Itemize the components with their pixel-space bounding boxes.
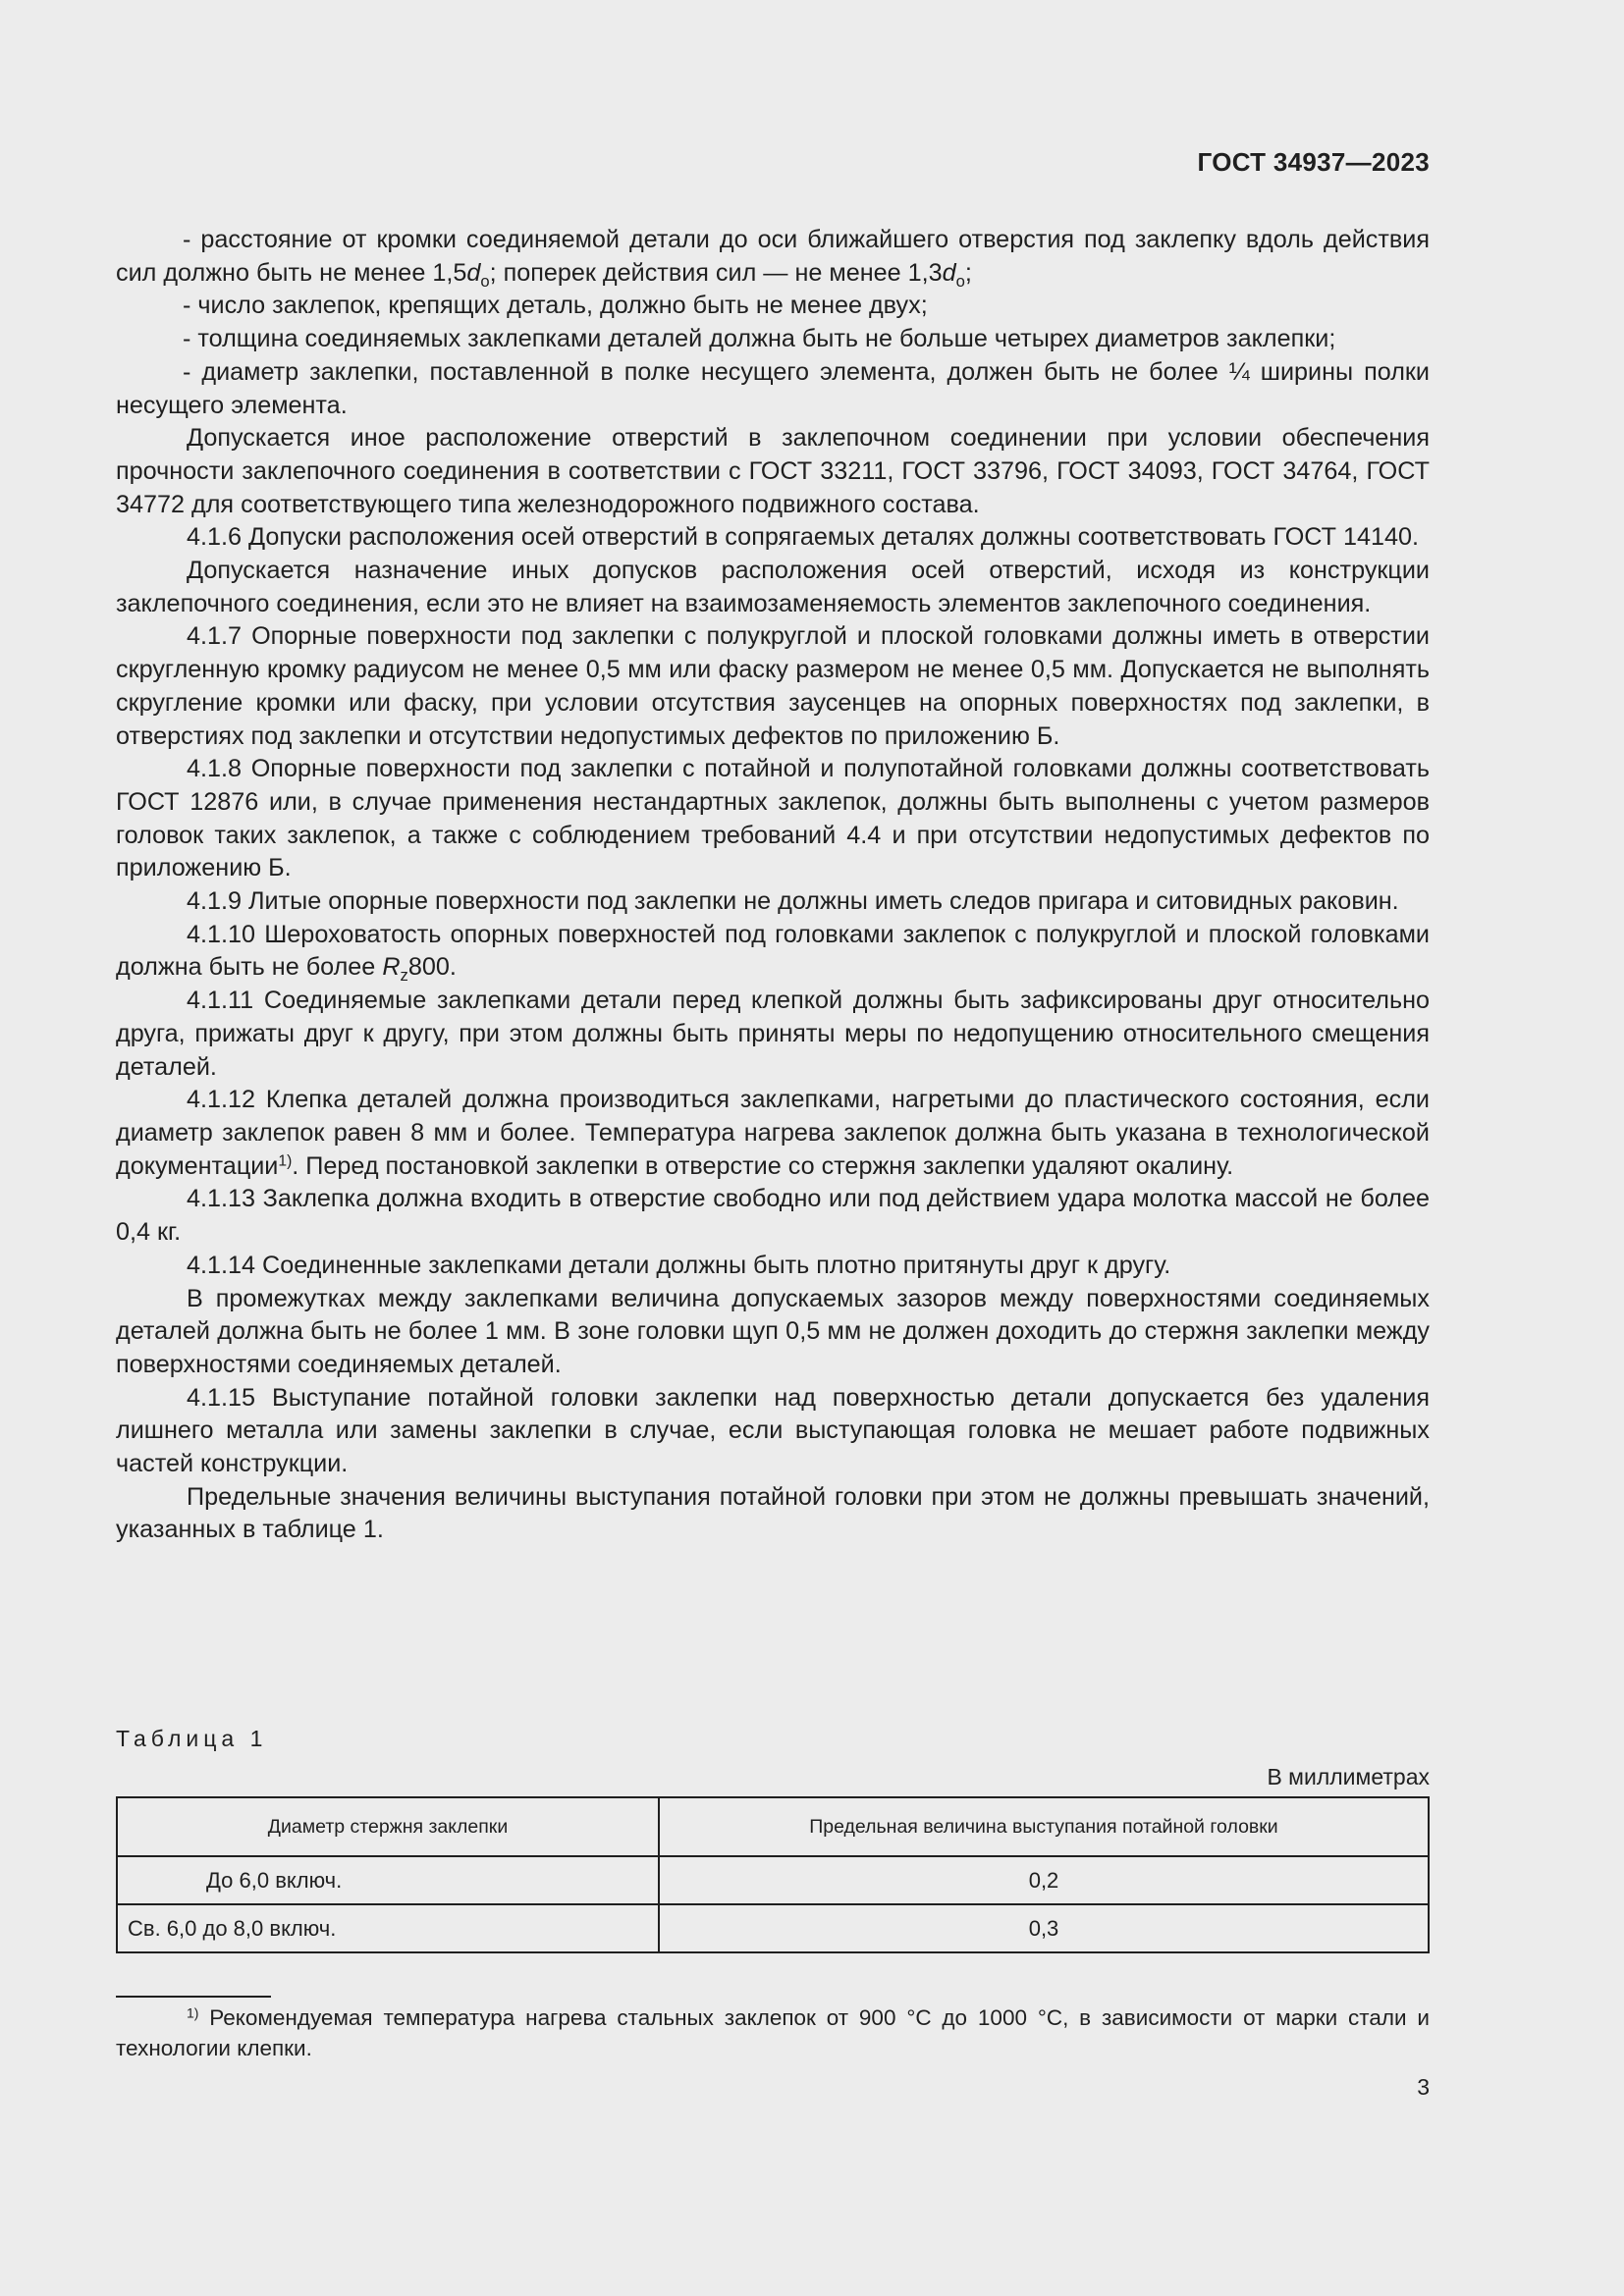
table-caption: Таблица 1 [116,1726,268,1751]
rivet-head-table [116,1796,1430,1953]
list-item-edge-distance: - расстояние от кромки соединяемой детали до оси ближайшего отверстия под заклепку вдоль действия сил должно быть не менее $1,5d_o$; поперек действия сил — не менее $1,3d_o$; [116,226,1430,291]
body-text [116,224,1430,1547]
paragraph-4-1-14: 4.1.14 Соединенные заклепками детали должны быть плотно притянуты друг к другу. [187,1251,1171,1279]
table-header-row [117,1797,1429,1856]
document-header: ГОСТ 34937—2023 [1197,147,1430,177]
footnote-mark: 1) [187,2004,199,2021]
paragraph-4-1-7: 4.1.7 Опорные поверхности под заклепки с полукруглой и плоской головками должны иметь в отверстии скругленную кромку радиусом не менее 0,5 мм или фаску размером не менее 0,5 мм. Допускается не выполнять скругление кромки или фаску, при условии отсутствия заусенцев на опорных поверхностях под заклепки, в отверстиях под заклепки и отсутствии недопустимых дефектов по приложению Б. [116,622,1430,750]
footnote-divider [116,1996,271,1998]
table-cell: Св. 6,0 до 8,0 включ. [117,1904,659,1952]
table-cell: 0,2 [659,1856,1429,1904]
table-header-protrusion: Предельная величина выступания потайной головки [659,1797,1429,1856]
table-units: В миллиметрах [1267,1764,1430,1789]
paragraph-4-1-12: 4.1.12 Клепка деталей должна производиться заклепками, нагретыми до пластического состояния, если диаметр заклепок равен 8 мм и более. Температура нагрева заклепок должна быть указана в технологической документации$^{1)}$. Перед постановкой заклепки в отверстие со стержня заклепки удаляют окалину. [116,1086,1430,1180]
footnote: $^{1)}$ Рекомендуемая температура нагрева стальных заклепок от 900 °С до 1000 °С, в зависимости от марки стали и технологии клепки. [116,2004,1430,2060]
paragraph-4-1-13: 4.1.13 Заклепка должна входить в отверстие свободно или под действием удара молотка массой не более 0,4 кг. [116,1185,1430,1247]
paragraph-other-arrangement: Допускается иное расположение отверстий в заклепочном соединении при условии обеспечения прочности заклепочного соединения в соответствии с ГОСТ 33211, ГОСТ 33796, ГОСТ 34093, ГОСТ 34764, ГОСТ 34772 для соответствующего типа железнодорожного подвижного состава. [116,424,1430,518]
paragraph-4-1-11: 4.1.11 Соединяемые заклепками детали перед клепкой должны быть зафиксированы друг относительно друга, прижаты друг к другу, при этом должны быть приняты меры по недопущению относительного смещения деталей. [116,987,1430,1081]
paragraph-4-1-6: 4.1.6 Допуски расположения осей отверстий в сопрягаемых деталях должны соответствовать ГОСТ 14140. [187,523,1420,552]
paragraph-4-1-9: 4.1.9 Литые опорные поверхности под заклепки не должны иметь следов пригара и ситовидных раковин. [187,887,1399,916]
table-cell: 0,3 [659,1904,1429,1952]
table-cell: До 6,0 включ. [117,1856,659,1904]
list-item-thickness: - толщина соединяемых заклепками деталей должна быть не больше четырех диаметров заклепки; [183,325,1336,353]
list-item-diameter: - диаметр заклепки, поставленной в полке несущего элемента, должен быть не более ¼ ширины полки несущего элемента. [116,357,1430,419]
table-row [117,1856,1429,1904]
paragraph-4-1-8: 4.1.8 Опорные поверхности под заклепки с потайной и полупотайной головками должны соответствовать ГОСТ 12876 или, в случае применения нестандартных заклепок, должны быть выполнены с учетом размеров головок таких заклепок, а также с соблюдением требований 4.4 и при отсутствии недопустимых дефектов по приложению Б. [116,755,1430,882]
paragraph-4-1-6-b: Допускается назначение иных допусков расположения осей отверстий, исходя из конструкции заклепочного соединения, если это не влияет на взаимозаменяемость элементов заклепочного соединения. [116,557,1430,617]
paragraph-4-1-10: 4.1.10 Шероховатость опорных поверхностей под головками заклепок с полукруглой и плоской головками должна быть не более $R_z800$. [116,920,1430,986]
table-row [117,1904,1429,1952]
paragraph-4-1-15-b: Предельные значения величины выступания потайной головки при этом не должны превышать значений, указанных в таблице 1. [116,1482,1430,1544]
table-header-diameter: Диаметр стержня заклепки [117,1797,659,1856]
paragraph-4-1-15: 4.1.15 Выступание потайной головки заклепки над поверхностью детали допускается без удаления лишнего металла или замены заклепки в случае, если выступающая головка не мешает работе подвижных частей конструкции. [116,1383,1430,1478]
page-number: 3 [1417,2074,1430,2100]
footnote-ref: 1) [278,1152,293,1170]
list-item-rivet-count: - число заклепок, крепящих деталь, должно быть не менее двух; [183,292,928,320]
paragraph-4-1-14-b: В промежутках между заклепками величина допускаемых зазоров между поверхностями соединяемых деталей должна быть не более 1 мм. В зоне головки щуп 0,5 мм не должен доходить до стержня заклепки между поверхностями соединяемых деталей. [116,1284,1430,1378]
